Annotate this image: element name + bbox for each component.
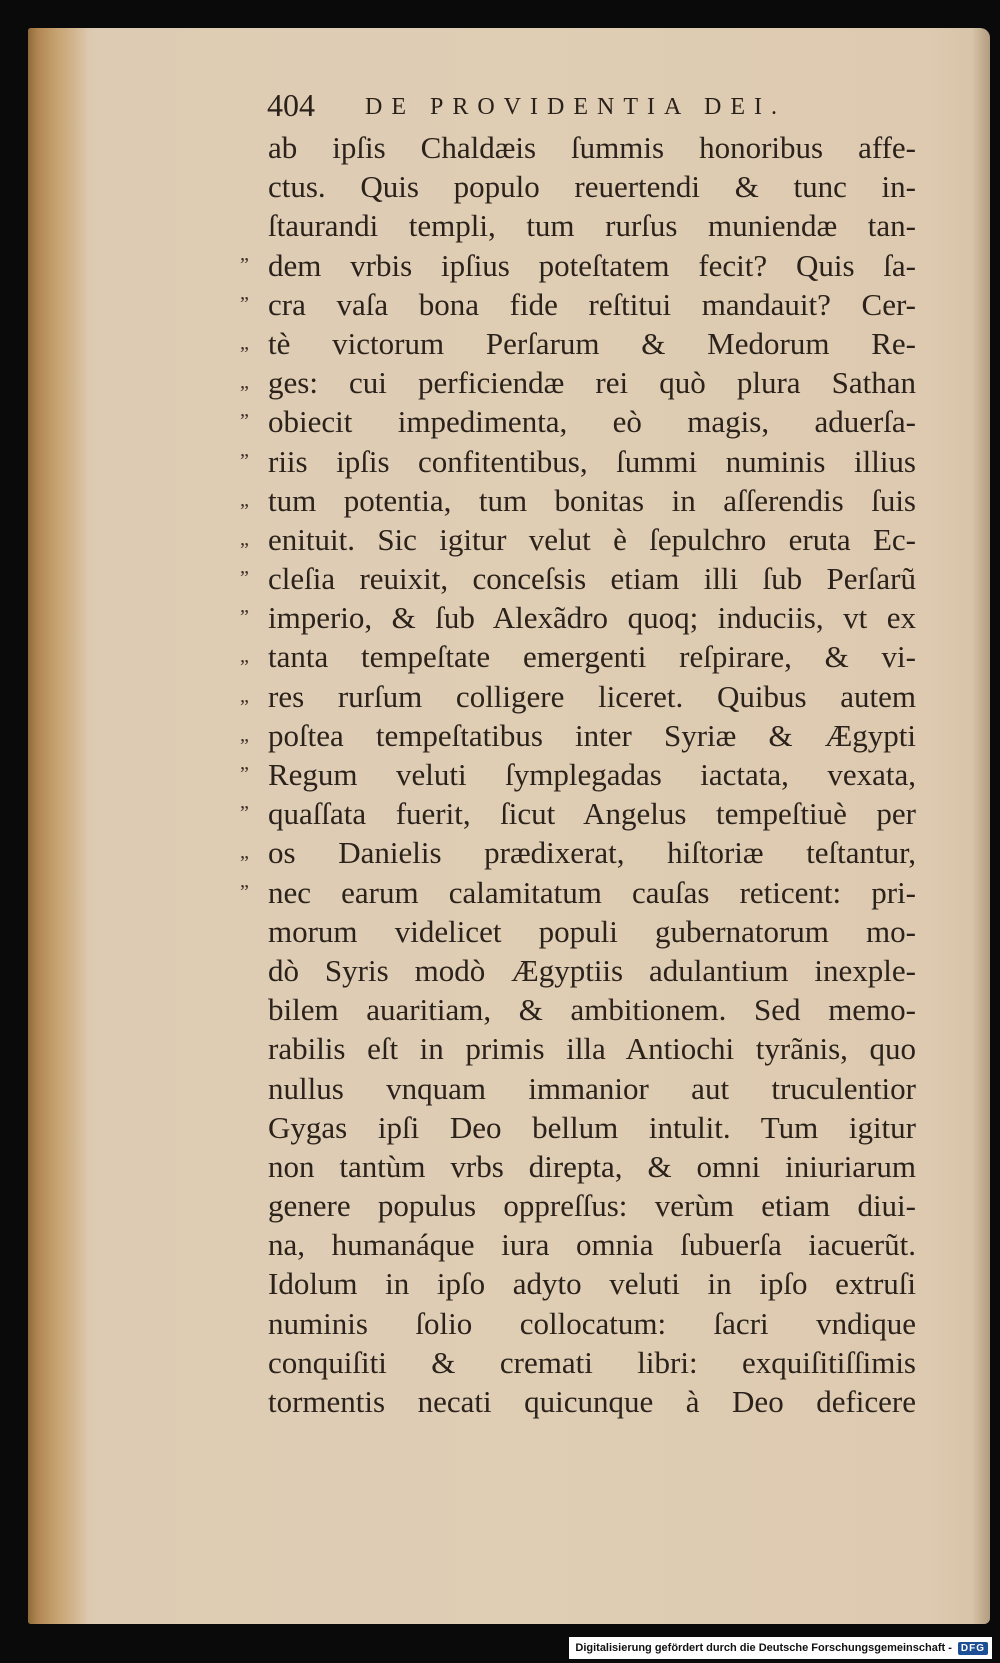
margin-quotation-marks bbox=[240, 128, 268, 1421]
text-line: cleſia reuixit, conceſsis etiam illi ſub Perſarũ bbox=[268, 561, 916, 597]
text-line: poſtea tempeſtatibus inter Syriæ & Ægypti bbox=[268, 717, 916, 753]
page-outer-edge bbox=[972, 28, 990, 1624]
running-head bbox=[267, 86, 907, 126]
margin-mark: „ bbox=[240, 488, 249, 511]
running-title: DE PROVIDENTIA DEI. bbox=[365, 94, 786, 120]
text-line: Idolum in ipſo adyto veluti in ipſo extruſi bbox=[268, 1266, 916, 1302]
margin-mark: ” bbox=[240, 449, 249, 472]
margin-mark: „ bbox=[240, 645, 249, 668]
text-line: enituit. Sic igitur velut è ſepulchro eruta Ec- bbox=[268, 521, 916, 557]
text-line: ab ipſis Chaldæis ſummis honoribus affe- bbox=[268, 130, 916, 165]
margin-mark bbox=[240, 1382, 268, 1421]
text-line: bilem auaritiam, & ambitionem. Sed memo- bbox=[268, 992, 916, 1028]
text-line: tanta tempeſtate emergenti reſpirare, & vi- bbox=[268, 639, 916, 675]
margin-mark: „ bbox=[240, 841, 249, 864]
margin-mark bbox=[240, 206, 268, 245]
text-line: conquiſiti & cremati libri: exquiſitiſſimis bbox=[268, 1344, 916, 1380]
margin-mark: ” bbox=[240, 606, 249, 629]
text-line: Regum veluti ſymplegadas iactata, vexata, bbox=[268, 757, 916, 792]
margin-mark bbox=[240, 1029, 268, 1068]
text-line: dem vrbis ipſius poteſtatem fecit? Quis ſa- bbox=[268, 247, 916, 283]
text-line: na, humanáque iura omnia ſubuerſa iacuerũt. bbox=[268, 1227, 916, 1263]
body-text bbox=[268, 128, 916, 1421]
margin-mark: ” bbox=[240, 802, 249, 825]
text-line: tormentis necati quicunque à Deo deficere bbox=[268, 1384, 916, 1419]
margin-mark: ” bbox=[240, 567, 249, 590]
credit-text: Digitalisierung gefördert durch die Deutsche Forschungsgemeinschaft - bbox=[575, 1642, 952, 1654]
text-line: Gygas ipſi Deo bellum intulit. Tum igitur bbox=[268, 1109, 916, 1145]
margin-mark bbox=[240, 167, 268, 206]
margin-mark bbox=[240, 1069, 268, 1108]
margin-mark: „ bbox=[240, 723, 249, 746]
text-line: ſtaurandi templi, tum rurſus muniendæ tan- bbox=[268, 208, 916, 244]
margin-mark bbox=[240, 128, 268, 167]
margin-mark bbox=[240, 1304, 268, 1343]
page-gutter-edge bbox=[28, 28, 88, 1624]
margin-mark: ” bbox=[240, 880, 249, 903]
text-line: os Danielis prædixerat, hiſtoriæ teſtantur, bbox=[268, 835, 916, 871]
text-line: non tantùm vrbs direpta, & omni iniuriarum bbox=[268, 1148, 916, 1184]
margin-mark bbox=[240, 990, 268, 1029]
digitization-credit bbox=[569, 1637, 992, 1659]
margin-mark bbox=[240, 1343, 268, 1382]
text-line: quaſſata fuerit, ſicut Angelus tempeſtiuè per bbox=[268, 796, 916, 832]
text-line: res rurſum colligere liceret. Quibus autem bbox=[268, 678, 916, 714]
text-line: tum potentia, tum bonitas in aſſerendis ſuis bbox=[268, 482, 916, 518]
margin-mark bbox=[240, 1147, 268, 1186]
text-line: ctus. Quis populo reuertendi & tunc in- bbox=[268, 169, 916, 205]
text-line: ges: cui perficiendæ rei quò plura Sathan bbox=[268, 365, 916, 401]
margin-mark bbox=[240, 1108, 268, 1147]
text-line: obiecit impedimenta, eò magis, aduerſa- bbox=[268, 404, 916, 440]
text-line: tè victorum Perſarum & Medorum Re- bbox=[268, 325, 916, 361]
text-line: riis ipſis confitentibus, ſummi numinis illius bbox=[268, 443, 916, 479]
text-line: nec earum calamitatum cauſas reticent: pri- bbox=[268, 874, 916, 910]
margin-mark: „ bbox=[240, 371, 249, 394]
page-number: 404 bbox=[267, 87, 315, 123]
margin-mark: ” bbox=[240, 253, 249, 276]
margin-mark: „ bbox=[240, 331, 249, 354]
margin-mark bbox=[240, 951, 268, 990]
text-line: genere populus oppreſſus: verùm etiam diui- bbox=[268, 1188, 916, 1224]
text-line: morum videlicet populi gubernatorum mo- bbox=[268, 913, 916, 949]
margin-mark: ” bbox=[240, 763, 249, 785]
text-line: imperio, & ſub Alexãdro quoq; induciis, vt ex bbox=[268, 600, 916, 636]
margin-mark: ” bbox=[240, 292, 249, 315]
text-line: rabilis eſt in primis illa Antiochi tyrãnis, quo bbox=[268, 1031, 916, 1067]
margin-mark: „ bbox=[240, 684, 249, 707]
dfg-logo: DFG bbox=[958, 1642, 988, 1655]
text-line: nullus vnquam immanior aut truculentior bbox=[268, 1070, 916, 1106]
margin-mark bbox=[240, 912, 268, 951]
text-line: dò Syris modò Ægyptiis adulantium inexple- bbox=[268, 952, 916, 988]
margin-mark bbox=[240, 1264, 268, 1303]
text-line: numinis ſolio collocatum: ſacri vndique bbox=[268, 1305, 916, 1341]
margin-mark: „ bbox=[240, 527, 249, 550]
margin-mark: ” bbox=[240, 410, 249, 433]
text-line: cra vaſa bona fide reſtitui mandauit? Cer- bbox=[268, 286, 916, 322]
margin-mark bbox=[240, 1225, 268, 1264]
margin-mark bbox=[240, 1186, 268, 1225]
